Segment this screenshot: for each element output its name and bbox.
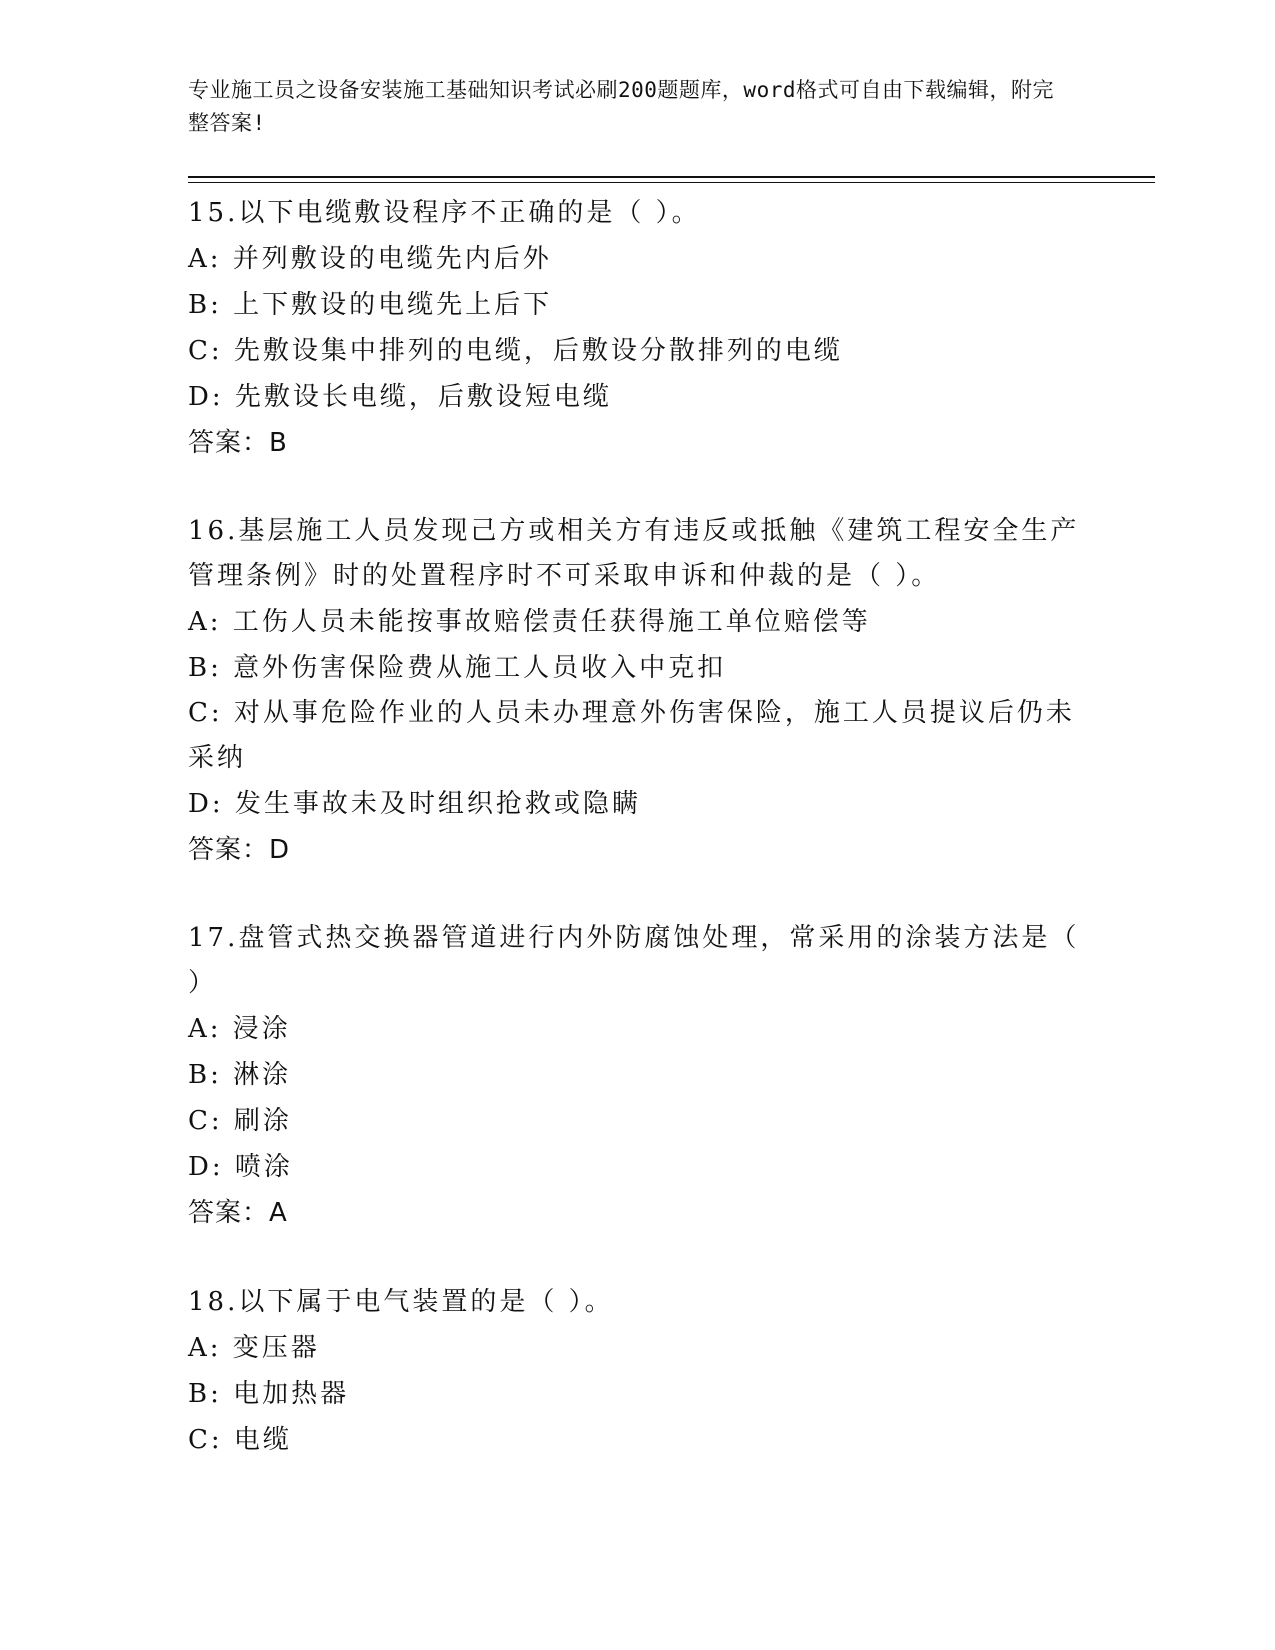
option-b: B: 意外伤害保险费从施工人员收入中克扣 <box>188 653 727 683</box>
question-stem: 18.以下属于电气装置的是（ ）。 <box>188 1287 614 1317</box>
answer-label: 答案：B <box>188 428 288 458</box>
document-header: 专业施工员之设备安装施工基础知识考试必刷200题题库，word格式可自由下载编辑，附完整答案! <box>188 78 1054 135</box>
question-item <box>188 509 1088 873</box>
option-c: C: 对从事危险作业的人员未办理意外伤害保险，施工人员提议后仍未采纳 <box>188 698 1075 773</box>
option-d: D: 先敷设长电缆，后敷设短电缆 <box>188 382 612 412</box>
option-b: B: 电加热器 <box>188 1379 350 1409</box>
question-item <box>188 916 1088 1236</box>
option-d: D: 发生事故未及时组织抢救或隐瞒 <box>188 789 641 819</box>
answer-label: 答案：A <box>188 1198 288 1228</box>
question-list <box>188 190 1088 1463</box>
option-a: A: 工伤人员未能按事故赔偿责任获得施工单位赔偿等 <box>188 607 871 637</box>
answer-label: 答案：D <box>188 835 291 865</box>
option-a: A: 变压器 <box>188 1333 320 1363</box>
option-a: A: 并列敷设的电缆先内后外 <box>188 244 552 274</box>
question-stem: 15.以下电缆敷设程序不正确的是（ ）。 <box>188 198 701 228</box>
option-c: C: 先敷设集中排列的电缆，后敷设分散排列的电缆 <box>188 336 843 366</box>
header-divider-thin <box>188 182 1155 183</box>
question-item <box>188 1279 1088 1463</box>
option-d: D: 喷涂 <box>188 1152 293 1182</box>
option-b: B: 淋涂 <box>188 1060 292 1090</box>
option-a: A: 浸涂 <box>188 1014 291 1044</box>
header-divider-thick <box>188 176 1155 178</box>
option-c: C: 电缆 <box>188 1425 292 1455</box>
question-stem: 17.盘管式热交换器管道进行内外防腐蚀处理，常采用的涂装方法是（ ） <box>188 923 1080 998</box>
option-b: B: 上下敷设的电缆先上后下 <box>188 290 553 320</box>
question-item <box>188 190 1088 466</box>
option-c: C: 刷涂 <box>188 1106 292 1136</box>
question-stem: 16.基层施工人员发现己方或相关方有违反或抵触《建筑工程安全生产管理条例》时的处置程序时不可采取申诉和仲裁的是（ ）。 <box>188 516 1080 591</box>
